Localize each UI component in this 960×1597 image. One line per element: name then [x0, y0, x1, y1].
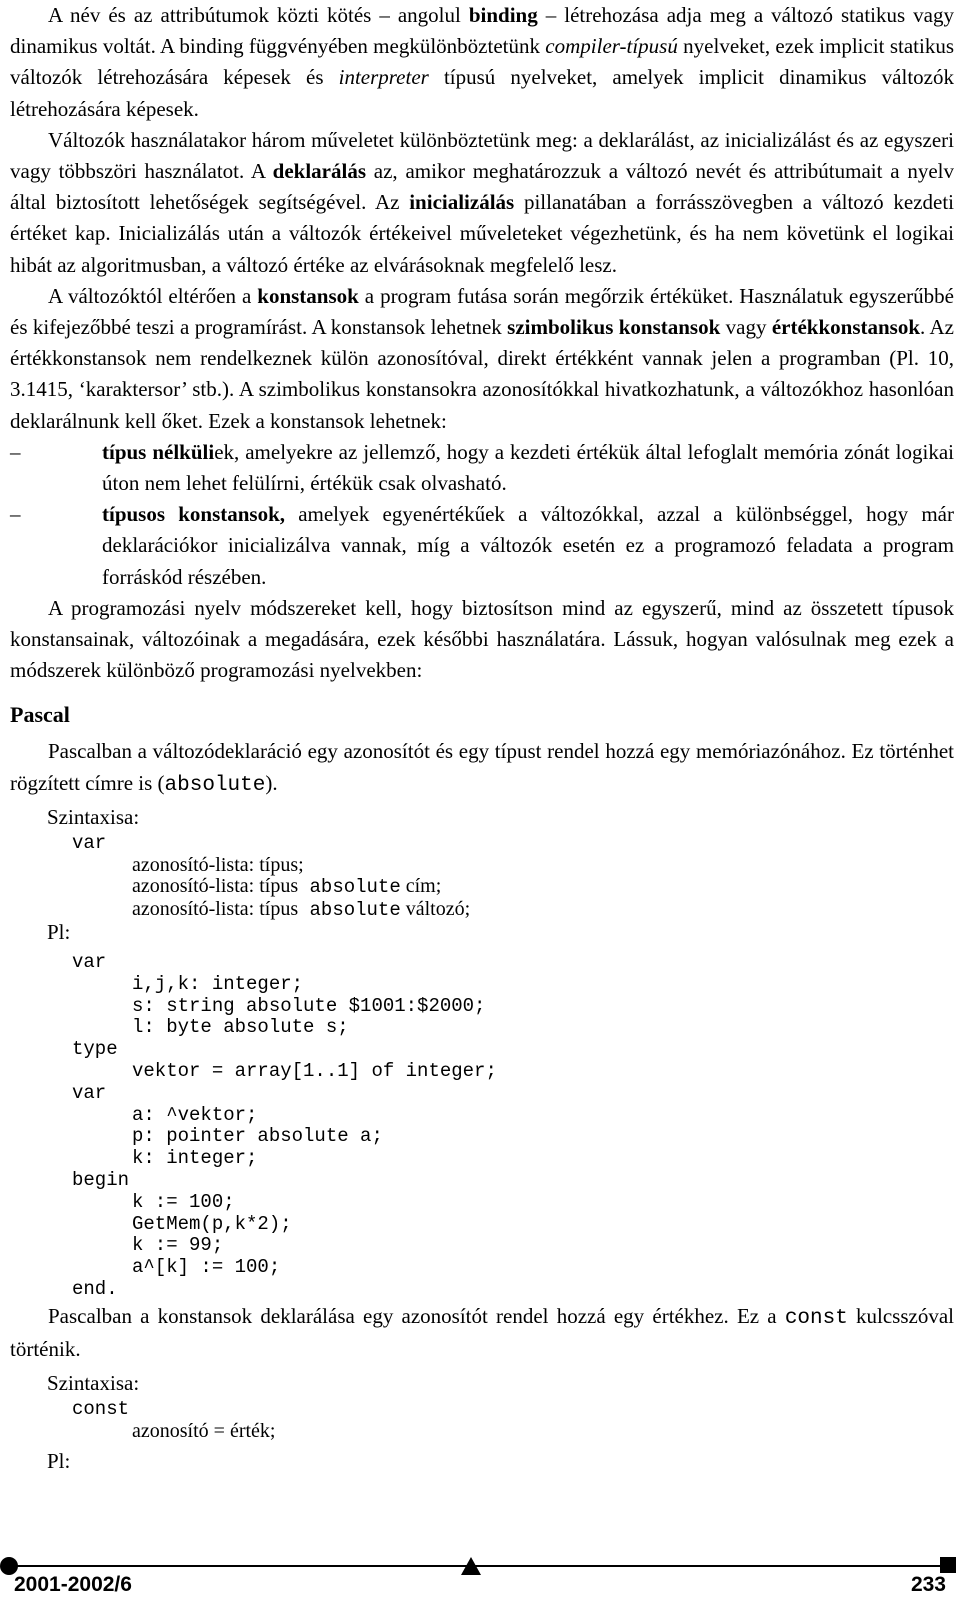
example-label: Pl:: [47, 920, 71, 945]
page-footer: [0, 1557, 960, 1595]
text-run: kulcsszóval történik.: [10, 1303, 955, 1362]
text-run: pillanatában a forrásszövegben a változó kezdeti értéket kap. Inicializálás után a változók értékeivel műveleteket végezhetünk, és ha nem követünk el logikai hibát az algoritmusban, a változó értéke az elvárásoknak megfelelő lesz.: [10, 190, 955, 277]
text-run: az, amikor meghatározzuk a változó nevét és attribútumait a nyelv által biztosított lehetőségek segítségével. Az: [10, 159, 954, 215]
syntax-part: típus: [254, 898, 299, 921]
syntax-part: ;: [435, 875, 442, 898]
list-item: [10, 499, 954, 593]
text-run: . Az értékkonstansok nem rendelkeznek külön azonosítóval, direkt értékként vannak jelen a programban (Pl. 10, 3.1415, ‘karaktersor’ stb.). A szimbolikus konstansokra azonosítókkal hivatkozhatunk, a változókhoz hasonlóan deklarálnunk kell őket. Ezek a konstansok lehetnek:: [10, 315, 954, 433]
syntax-part: ;: [464, 898, 471, 921]
code-line: a: ^vektor;: [132, 1103, 258, 1126]
issue-number: 2001-2002/6: [14, 1573, 132, 1596]
text-run: A név és az attribútumok közti kötés – angolul: [48, 3, 469, 27]
term-konstansok: konstansok: [257, 283, 359, 308]
text-run: vagy: [720, 315, 772, 340]
list-term: típus nélküli: [102, 439, 215, 464]
code-example-pascal-var: [10, 952, 954, 1301]
syntax-part: típus: [254, 875, 299, 898]
code-line: k := 100;: [132, 1190, 235, 1213]
text-run: – létrehozása adja meg a változó statikus vagy dinamikus voltát. A binding függvényében megkülönböztetünk: [10, 3, 954, 59]
text-run: nyelveket, ezek implicit statikus változók létrehozására képesek és: [10, 34, 954, 90]
syntax-keyword: absolute: [298, 876, 401, 899]
paragraph-binding: [10, 0, 954, 125]
syntax-part: érték: [229, 1420, 270, 1443]
syntax-part: azonosító: [132, 1420, 209, 1443]
text-run: ).: [265, 770, 278, 795]
paragraph-constants: [10, 281, 954, 437]
text-run: Változók használatakor három műveletet különböztetünk meg: a deklarálást, az inicializálást és az egyszeri vagy többszöri használatot. A: [10, 127, 954, 184]
syntax-part: azonosító-lista: [132, 875, 249, 898]
dash-bullet: –: [10, 502, 21, 527]
list-text: amelyek egyenértékűek a változókkal, azzal a különbséggel, hogy már deklarációkor inicializálva vannak, míg a változók esetén ez a programozó feladata a program forráskód részében.: [102, 502, 954, 589]
page-content: [10, 0, 954, 1475]
paragraph-pascal-var: [10, 736, 954, 800]
code-line: p: pointer absolute a;: [132, 1125, 383, 1148]
paragraph-methods: A programozási nyelv módszereket kell, hogy biztosítson mind az egyszerű, mind az összetett típusok konstansainak, változóinak a megadására, ezek későbbi használatára. Lássuk, hogyan valósulnak meg ezek a módszerek különböző programozási nyelvekben:: [10, 595, 954, 683]
inline-code: const: [784, 1306, 848, 1330]
code-line: s: string absolute $1001:$2000;: [132, 994, 486, 1017]
syntax-part: =: [208, 1420, 230, 1443]
code-line: k: integer;: [132, 1147, 258, 1170]
text-run: típusú nyelveket, amelyek implicit dinamikus változók létrehozására képesek.: [10, 65, 954, 121]
dash-bullet: –: [10, 439, 21, 464]
code-line: vektor = array[1..1] of integer;: [132, 1060, 497, 1083]
text-run: Pascalban a változódeklaráció egy azonosítót és egy típust rendel hozzá egy memóriazónához. Ez történhet rögzített címre is (: [10, 739, 954, 795]
section-heading-pascal: Pascal: [10, 702, 70, 728]
syntax-part: :: [248, 898, 255, 921]
syntax-part: :: [248, 875, 255, 898]
syntax-line: [132, 1421, 954, 1443]
text-run: Pascalban a konstansok deklarálása egy azonosítót rendel hozzá egy értékhez. Ez a: [48, 1303, 785, 1328]
code-line: type: [72, 1038, 118, 1061]
term-inicializalas: inicializálás: [409, 190, 515, 215]
code-line: begin: [72, 1169, 130, 1192]
code-line: var: [72, 951, 107, 974]
triangle-marker-icon: [461, 1557, 481, 1575]
code-line: k := 99;: [132, 1234, 224, 1257]
list-term: típusos konstansok,: [102, 502, 286, 527]
term-interpreter: interpreter: [338, 65, 429, 90]
term-binding: binding: [468, 3, 538, 27]
syntax-label: Szintaxisa:: [47, 1371, 140, 1396]
syntax-part: ;: [269, 1420, 276, 1443]
syntax-part: változó: [400, 898, 465, 921]
term-szimbolikus: szimbolikus konstansok: [507, 315, 721, 340]
code-line: a^[k] := 100;: [132, 1256, 281, 1279]
syntax-label: Szintaxisa:: [47, 804, 140, 829]
list-text: ek, amelyekre az jellemző, hogy a kezdeti értékük által lefoglalt memória zónát logikai úton nem lehet felülírni, értékük csak olvasható.: [102, 439, 954, 496]
text-run: a program futása során megőrzik értéküket. Használatuk egyszerűbbé és kifejezőbbé teszi a programírást. A konstansok lehetnek: [10, 283, 954, 340]
code-line: end.: [72, 1278, 118, 1301]
syntax-part: azonosító-lista: [132, 898, 249, 921]
syntax-part: típus: [254, 853, 299, 876]
syntax-line: [132, 876, 954, 899]
syntax-part: ;: [298, 853, 304, 876]
term-compiler: compiler-típusú: [545, 34, 678, 59]
syntax-line: [132, 855, 954, 877]
term-ertekkonstansok: értékkonstansok: [771, 315, 921, 340]
term-deklaralas: deklarálás: [272, 159, 366, 184]
constant-types-list: [10, 437, 954, 593]
code-line: l: byte absolute s;: [132, 1016, 349, 1039]
text-run: A változóktól eltérően a: [48, 283, 258, 308]
code-keyword: var: [72, 831, 107, 854]
code-line: var: [72, 1081, 107, 1104]
code-line: GetMem(p,k*2);: [132, 1212, 292, 1235]
syntax-block-var: [10, 833, 954, 922]
list-item: [10, 437, 954, 499]
syntax-part: cím: [400, 875, 436, 898]
syntax-part: :: [248, 853, 255, 876]
paragraph-pascal-const: [10, 1301, 954, 1365]
syntax-block-const: [10, 1399, 954, 1443]
syntax-keyword: absolute: [298, 899, 401, 922]
code-keyword: const: [72, 1398, 130, 1421]
example-label: Pl:: [47, 1448, 71, 1473]
inline-code: absolute: [164, 773, 266, 797]
square-marker-icon: [940, 1557, 956, 1573]
page-number: 233: [910, 1573, 946, 1596]
code-line: i,j,k: integer;: [132, 972, 304, 995]
syntax-part: azonosító-lista: [132, 853, 249, 876]
paragraph-declaration: [10, 125, 954, 281]
